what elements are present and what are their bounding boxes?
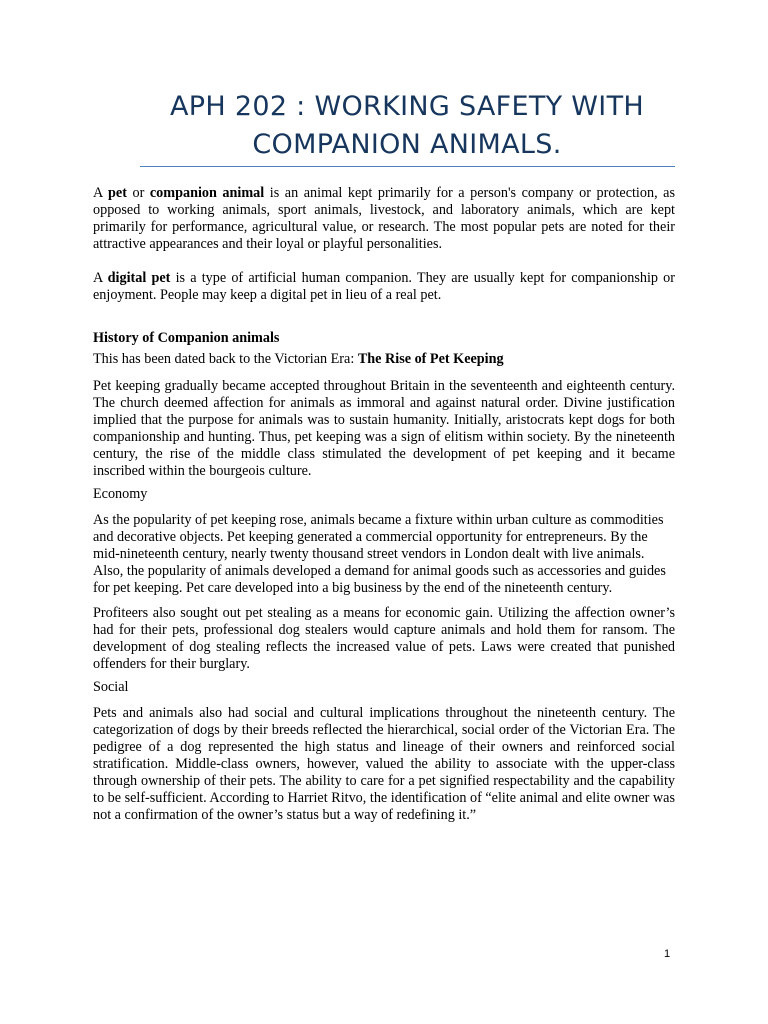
term-pet: pet (108, 185, 127, 201)
social-paragraph: Pets and animals also had social and cultural implications throughout the nineteenth century. The categorization of dogs by their breeds reflected the hierarchical, social order of the Victorian Era. The pedigree of a dog represented the high status and lineage of their owners and reinforced social stratification. Middle-class owners, however, valued the ability to associate with the upper-class through ownership of their pets. The ability to care for a pet signified respectability and the capability to be self-sufficient. According to Harriet Ritvo, the identification of “elite animal and elite owner was not a confirmation of the owner’s status but a way of redefining it.” (93, 705, 675, 823)
history-dated-line: This has been dated back to the Victorian Era: The Rise of Pet Keeping (93, 351, 504, 367)
title-line-2: COMPANION ANIMALS. (252, 129, 562, 160)
history-heading: History of Companion animals (93, 330, 280, 346)
economy-paragraph-1: As the popularity of pet keeping rose, animals became a fixture within urban culture as commodities and decorative objects. Pet keeping generated a commercial opportunity for entrepreneurs. By the mid-nineteenth century, nearly twenty thousand street vendors in London dealt with live animals. Also, the popularity of animals developed a demand for animal goods such as accessories and guides for pet keeping. Pet care developed into a big business by the end of the nineteenth century. (93, 512, 666, 596)
intro-paragraph: A pet or companion animal is an animal kept primarily for a person's company or protection, as opposed to working animals, sport animals, livestock, and laboratory animals, which are kept primarily for performance, agricultural value, or research. The most popular pets are noted for their attractive appearances and their loyal or playful personalities. (93, 185, 675, 252)
history-paragraph: Pet keeping gradually became accepted throughout Britain in the seventeenth and eighteenth century. The church deemed affection for animals as immoral and against natural order. Divine justification implied that the purpose for animals was to sustain humanity. Initially, aristocrats kept dogs for both companionship and hunting. Thus, pet keeping was a sign of elitism within society. By the nineteenth century, the rise of the middle class stimulated the development of pet keeping and it became inscribed within the bourgeois culture. (93, 378, 675, 479)
title-divider (140, 166, 675, 167)
economy-heading: Economy (93, 486, 148, 502)
page-number: 1 (664, 948, 671, 960)
rise-of-pet-keeping: The Rise of Pet Keeping (357, 351, 504, 367)
digital-pet-paragraph: A digital pet is a type of artificial human companion. They are usually kept for companionship or enjoyment. People may keep a digital pet in lieu of a real pet. (93, 270, 675, 303)
title-line-1: APH 202 : WORKING SAFETY WITH (170, 91, 644, 122)
term-companion-animal: companion animal (149, 185, 265, 201)
economy-paragraph-2: Profiteers also sought out pet stealing as a means for economic gain. Utilizing the affection owner’s had for their pets, professional dog stealers would capture animals and hold them for ransom. The development of dog stealing reflects the increased value of pets. Laws were created that punished offenders for their burglary. (93, 605, 675, 672)
page-title (92, 88, 722, 164)
social-heading: Social (93, 679, 129, 695)
term-digital-pet: digital pet (107, 270, 171, 286)
document-body (93, 185, 675, 824)
